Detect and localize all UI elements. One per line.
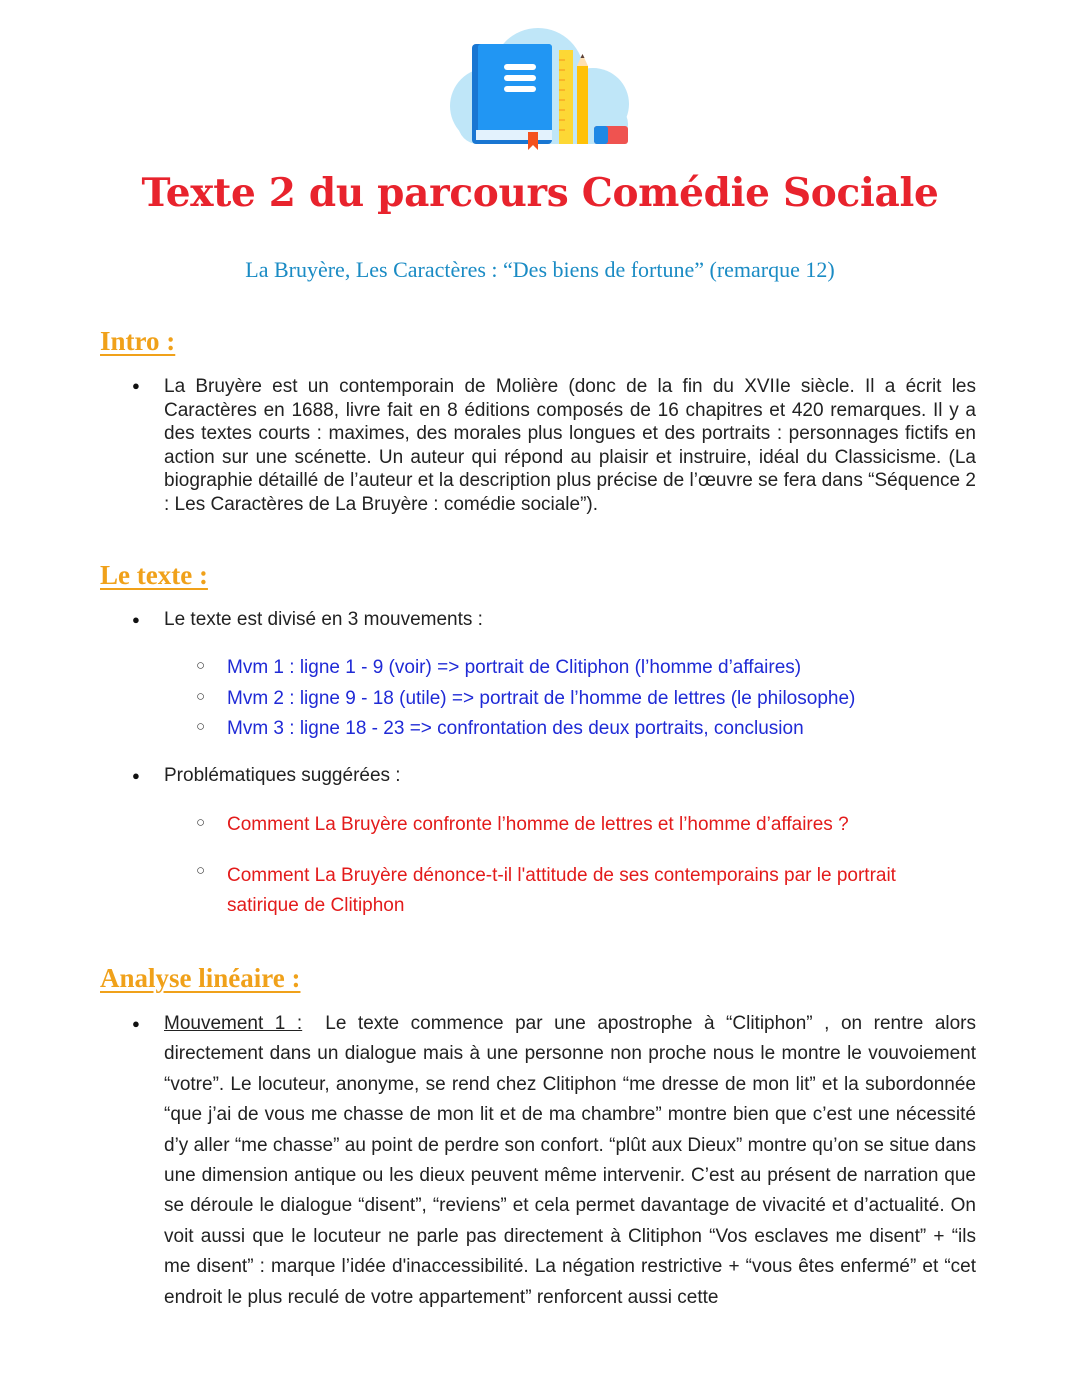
texte-intro-item: Le texte est divisé en 3 mouvements : (164, 609, 483, 630)
circle-bullet-icon: ○ (196, 718, 206, 735)
page-title: Texte 2 du parcours Comédie Sociale (141, 170, 939, 216)
section-heading-texte: Le texte : (100, 560, 208, 590)
intro-paragraph: La Bruyère est un contemporain de Molière (donc de la fin du XVIIe siècle. Il a écrit les Caractères en 1688, livre fait en 8 éditions composés de 16 chapitres et 420 remarques. Il y a des textes courts : maximes, des morales plus longues et des portraits : personnages fictifs en action sur une scénette. Un auteur qui répond au plaisir et instruire, idéal du Classicisme. (La biographie détaillé de l’auteur et la description plus précise de l’œuvre se fera dans “Séquence 2 : Les Caractères de La Bruyère : comédie sociale”). (164, 376, 976, 515)
movement-item: Mvm 3 : ligne 18 - 23 => confrontation des deux portraits, conclusion (227, 718, 804, 739)
circle-bullet-icon: ○ (196, 814, 206, 831)
book-cloud-logo-icon (428, 26, 648, 156)
analyse-paragraph (164, 1009, 976, 1313)
problematics-label: Problématiques suggérées : (164, 765, 401, 786)
problematic-item: Comment La Bruyère confronte l’homme de lettres et l’homme d’affaires ? (227, 814, 849, 835)
section-heading-intro: Intro : (100, 326, 176, 356)
page-subtitle: La Bruyère, Les Caractères : “Des biens de fortune” (remarque 12) (245, 257, 835, 282)
bullet-icon: ● (132, 1016, 140, 1031)
movement-item: Mvm 1 : ligne 1 - 9 (voir) => portrait de Clitiphon (l’homme d’affaires) (227, 657, 802, 678)
section-heading-analyse: Analyse linéaire : (100, 963, 301, 993)
analyse-text: Le texte commence par une apostrophe à “Clitiphon” , on rentre alors directement dans un dialogue mais à une personne non proche nous le montre le vouvoiement “votre”. Le locuteur, anonyme, se rend chez Clitiphon “me dresse de mon lit” et la subordonnée “que j’ai de vous me chasse de mon lit et de ma chambre” montre bien que c’est une nécessité d’y aller “me chasse” au point de perdre son confort. “plût aux Dieux” montre qu’on se situe dans une dimension antique ou les dieux peuvent même intervenir. C’est au présent de narration que se déroule le dialogue “disent”, “reviens” et cela permet davantage de vivacité et d’actualité. On voit aussi que le locuteur ne parle pas directement à Clitiphon “Vos esclaves me disent” + “ils me disent” : marque l’idée d'inaccessibilité. La négation restrictive + “vous êtes enfermé” et “cet endroit le plus reculé de votre appartement” renforcent aussi cette (164, 1013, 977, 1308)
bullet-icon: ● (132, 612, 140, 627)
movement-item: Mvm 2 : ligne 9 - 18 (utile) => portrait de l’homme de lettres (le philosophe) (227, 688, 856, 709)
circle-bullet-icon: ○ (196, 688, 206, 705)
circle-bullet-icon: ○ (196, 862, 206, 879)
bullet-icon: ● (132, 378, 140, 393)
bullet-icon: ● (132, 768, 140, 783)
movement-label: Mouvement 1 : (164, 1013, 303, 1034)
problematic-item: Comment La Bruyère dénonce-t-il l'attitude de ses contemporains par le portrait satirique de Clitiphon (227, 865, 896, 916)
circle-bullet-icon: ○ (196, 657, 206, 674)
